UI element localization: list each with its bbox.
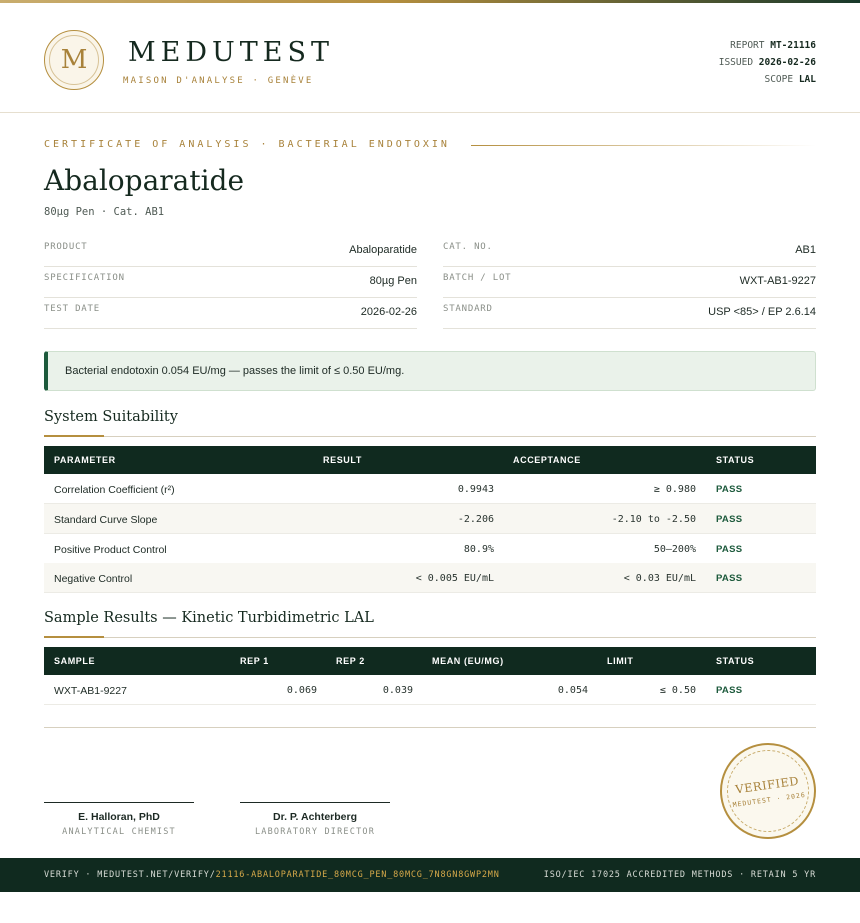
signature-director: Dr. P. Achterberg LABORATORY DIRECTOR bbox=[240, 802, 390, 837]
signature-divider bbox=[44, 727, 816, 728]
signature-analyst: E. Halloran, PhD ANALYTICAL CHEMIST bbox=[44, 802, 194, 837]
result-notice: Bacterial endotoxin 0.054 EU/mg — passes the limit of ≤ 0.50 EU/mg. bbox=[44, 351, 816, 391]
detail-test-date: TEST DATE 2026-02-26 bbox=[44, 298, 417, 329]
certificate-label: CERTIFICATE OF ANALYSIS · BACTERIAL ENDOTOXIN bbox=[44, 139, 450, 150]
detail-standard: STANDARD USP <85> / EP 2.6.14 bbox=[443, 298, 816, 329]
accreditation-note: ISO/IEC 17025 ACCREDITED METHODS · RETAIN 5 YR bbox=[543, 870, 816, 880]
issued-date: ISSUED 2026-02-26 bbox=[718, 57, 816, 68]
table-row: Standard Curve Slope -2.206 -2.10 to -2.50 PASS bbox=[44, 504, 816, 534]
status-badge: PASS bbox=[716, 514, 743, 525]
detail-product: PRODUCT Abaloparatide bbox=[44, 236, 417, 267]
status-badge: PASS bbox=[716, 544, 743, 555]
samples-accent bbox=[44, 636, 104, 638]
status-badge: PASS bbox=[716, 573, 743, 584]
suitability-title: System Suitability bbox=[44, 409, 178, 425]
report-meta bbox=[719, 37, 816, 88]
table-row: Positive Product Control 80.9% 50–200% PASS bbox=[44, 534, 816, 564]
report-number: REPORT MT-21116 bbox=[730, 40, 816, 51]
samples-rule bbox=[44, 637, 816, 638]
letterhead bbox=[0, 3, 860, 113]
brand-logo: M bbox=[44, 30, 104, 90]
suitability-table-header: PARAMETER RESULT ACCEPTANCE STATUS bbox=[44, 446, 816, 474]
table-row: Correlation Coefficient (r²) 0.9943 ≥ 0.980 PASS bbox=[44, 474, 816, 504]
verify-link[interactable]: VERIFY · MEDUTEST.NET/VERIFY/21116-ABALOPARATIDE_80MCG_PEN_80MCG_7N8GN8GWP2MN bbox=[44, 870, 500, 880]
table-row: Negative Control < 0.005 EU/mL < 0.03 EU/mL PASS bbox=[44, 563, 816, 593]
detail-batch: BATCH / LOT WXT-AB1-9227 bbox=[443, 267, 816, 298]
product-subtitle: 80µg Pen · Cat. AB1 bbox=[44, 206, 165, 218]
brand-name: MEDUTEST bbox=[128, 37, 334, 68]
samples-table-header: SAMPLE REP 1 REP 2 MEAN (EU/MG) LIMIT STATUS bbox=[44, 647, 816, 675]
page-title: Abaloparatide bbox=[44, 164, 245, 197]
brand-tagline: MAISON D'ANALYSE · GENÈVE bbox=[123, 76, 314, 86]
suitability-rule bbox=[44, 436, 816, 437]
table-row: WXT-AB1-9227 0.069 0.039 0.054 ≤ 0.50 PASS bbox=[44, 675, 816, 705]
suitability-accent bbox=[44, 435, 104, 437]
samples-title: Sample Results — Kinetic Turbidimetric LAL bbox=[44, 610, 374, 626]
verification-footer bbox=[0, 858, 860, 892]
detail-cat-no: CAT. NO. AB1 bbox=[443, 236, 816, 267]
verified-stamp: VERIFIED MEDUTEST · 2026 bbox=[714, 737, 822, 845]
scope: SCOPE LAL bbox=[764, 74, 816, 85]
detail-specification: SPECIFICATION 80µg Pen bbox=[44, 267, 417, 298]
certificate-divider bbox=[471, 145, 816, 146]
status-badge: PASS bbox=[716, 685, 743, 696]
status-badge: PASS bbox=[716, 484, 743, 495]
